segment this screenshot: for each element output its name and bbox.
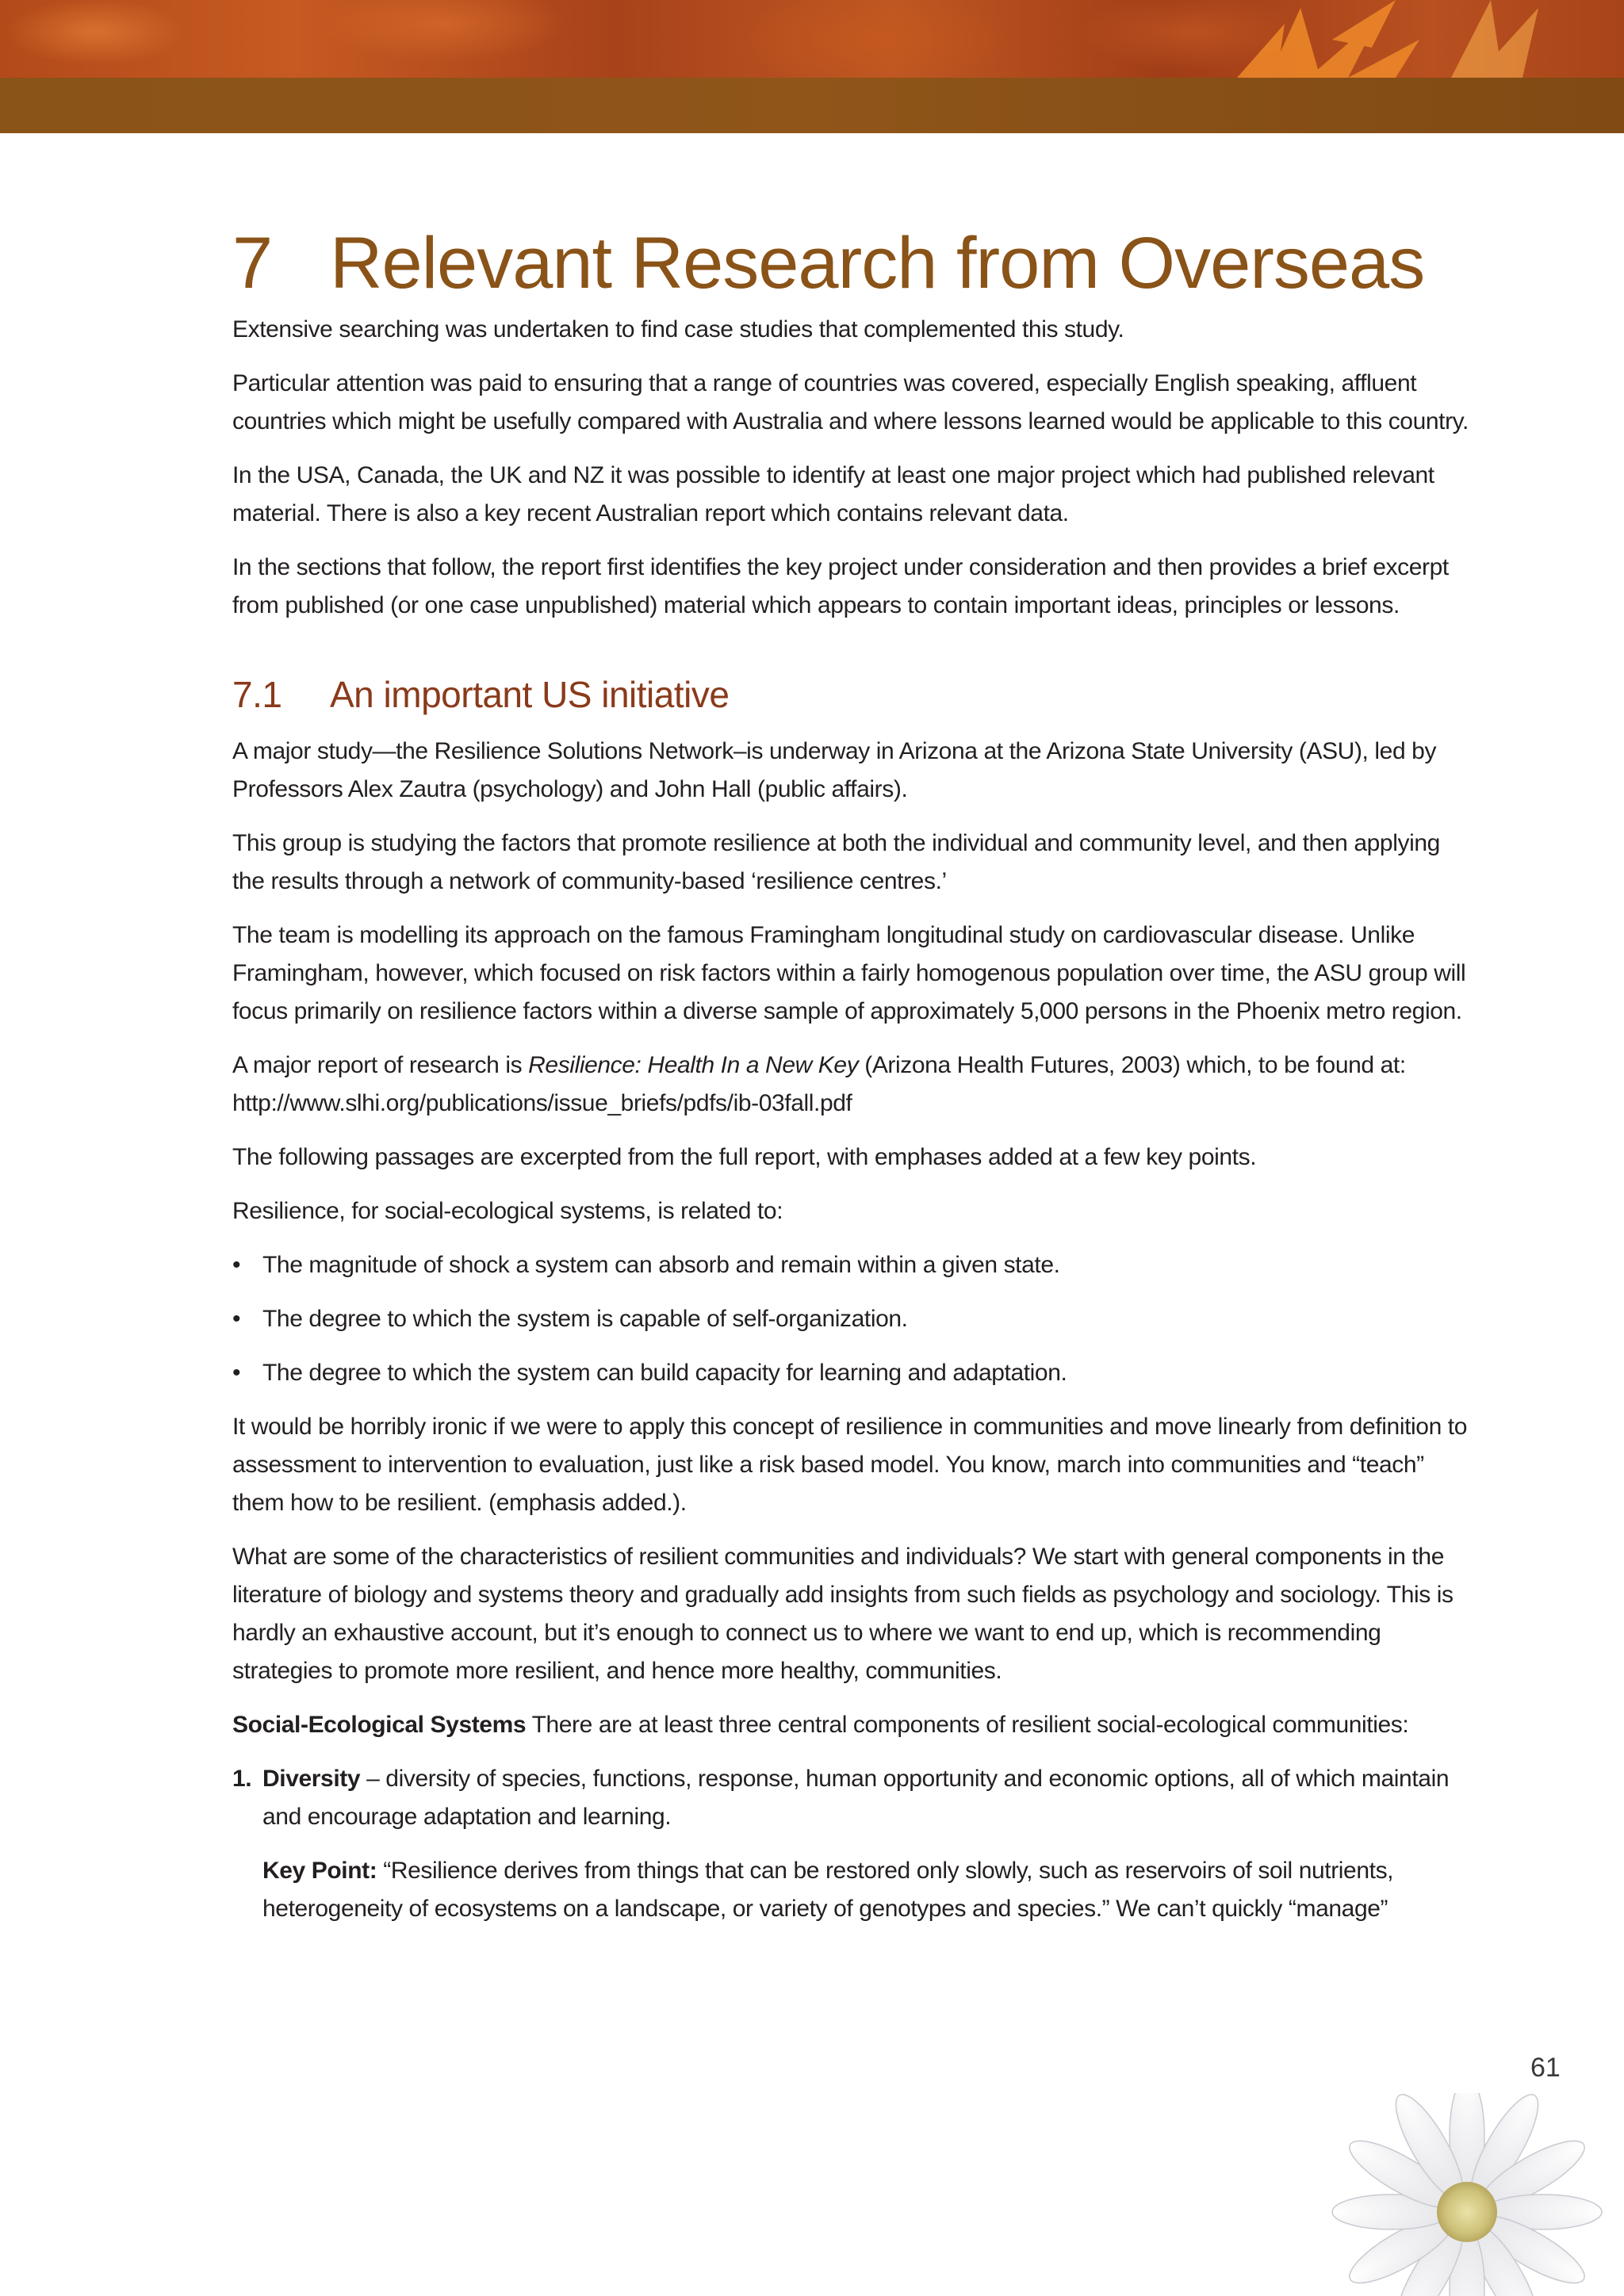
- page-number: 61: [1530, 2053, 1561, 2083]
- item-term: Diversity: [262, 1766, 361, 1792]
- page-content: [232, 222, 1469, 1944]
- bullet-icon: •: [232, 1360, 241, 1386]
- flower-image: [1261, 2093, 1624, 2296]
- body-paragraph: This group is studying the factors that promote resilience at both the individual and community level, and then applying the results through a network of community-based ‘resilience centres.’: [232, 830, 1440, 894]
- list-item-text: The degree to which the system can build capacity for learning and adaptation.: [262, 1360, 1067, 1386]
- key-point-text: “Resilience derives from things that can be restored only slowly, such as reservoirs of soil nutrients, heterogeneity of ecosystems on a landscape, or variety of genotypes and species.” We can’t quickly “manage”: [262, 1858, 1394, 1922]
- bullet-icon: •: [232, 1252, 241, 1278]
- intro-paragraph: In the sections that follow, the report first identifies the key project under consideration and then provides a brief excerpt from published (or one case unpublished) material which appears to contain important ideas, principles or lessons.: [232, 554, 1449, 618]
- list-item-text: The degree to which the system is capable of self-organization.: [262, 1306, 908, 1332]
- page-title: [232, 222, 1469, 311]
- body-paragraph: The team is modelling its approach on the famous Framingham longitudinal study on cardiovascular disease. Unlike Framingham, however, which focused on risk factors within a fairly homogenous population over time, the ASU group will focus primarily on resilience factors within a diverse sample of approximately 5,000 persons in the Phoenix metro region.: [232, 922, 1466, 1024]
- report-title: Resilience: Health In a New Key: [528, 1052, 859, 1078]
- key-point-label: Key Point:: [262, 1858, 377, 1884]
- item-text: – diversity of species, functions, response, human opportunity and economic options, all of which maintain and encourage adaptation and learning.: [262, 1766, 1450, 1830]
- bullet-list: [232, 1246, 1469, 1392]
- ses-text: There are at least three central components of resilient social-ecological communities:: [526, 1712, 1409, 1738]
- ses-paragraph: [232, 1706, 1469, 1744]
- header-bar: [0, 78, 1624, 133]
- intro-paragraph: Extensive searching was undertaken to find case studies that complemented this study.: [232, 316, 1124, 342]
- report-paragraph: [232, 1047, 1469, 1123]
- section-title: An important US initiative: [330, 674, 730, 715]
- intro-paragraph: Particular attention was paid to ensuring that a range of countries was covered, especially English speaking, affluent countries which might be usefully compared with Australia and where lessons learned would be applicable to this country.: [232, 370, 1469, 434]
- body-paragraph: A major study—the Resilience Solutions Network–is underway in Arizona at the Arizona State University (ASU), led by Professors Alex Zautra (psychology) and John Hall (public affairs).: [232, 738, 1437, 802]
- header-flower-image: [1189, 0, 1624, 78]
- chapter-number: 7: [232, 223, 273, 304]
- list-item: [232, 1354, 1469, 1392]
- intro-paragraph: In the USA, Canada, the UK and NZ it was possible to identify at least one major project which had published relevant material. There is also a key recent Australian report which contains relevant data.: [232, 462, 1434, 526]
- report-text-after: (Arizona Health Futures, 2003) which, to be found at: http://www.slhi.org/publications/issue_briefs/pdfs/ib-03fall.pdf: [232, 1052, 1406, 1116]
- body-paragraph: What are some of the characteristics of resilient communities and individuals? We start with general components in the literature of biology and systems theory and gradually add insights from such fields as psychology and sociology. This is hardly an exhaustive account, but it’s enough to connect us to where we want to end up, which is recommending strategies to promote more resilient, and hence more healthy, communities.: [232, 1544, 1454, 1684]
- ses-label: Social-Ecological Systems: [232, 1712, 527, 1738]
- body-paragraph: Resilience, for social-ecological systems, is related to:: [232, 1198, 783, 1224]
- body-paragraph: It would be horribly ironic if we were to apply this concept of resilience in communities and move linearly from definition to assessment to intervention to evaluation, just like a risk based model. You know, march into communities and “teach” them how to be resilient. (emphasis added.).: [232, 1414, 1468, 1516]
- list-item-text: The magnitude of shock a system can absorb and remain within a given state.: [262, 1252, 1060, 1278]
- section-number: 7.1: [232, 674, 282, 715]
- report-text-before: A major report of research is: [232, 1052, 529, 1078]
- body-paragraph: The following passages are excerpted from the full report, with emphases added at a few key points.: [232, 1144, 1257, 1170]
- chapter-title: Relevant Research from Overseas: [330, 223, 1425, 304]
- item-number: 1.: [232, 1766, 252, 1792]
- header-banner: [0, 0, 1624, 133]
- numbered-item: [232, 1760, 1469, 1836]
- section-heading: [232, 669, 1469, 720]
- list-item: [232, 1300, 1469, 1338]
- list-item: [232, 1246, 1469, 1284]
- key-point-paragraph: [232, 1852, 1469, 1928]
- bullet-icon: •: [232, 1306, 241, 1332]
